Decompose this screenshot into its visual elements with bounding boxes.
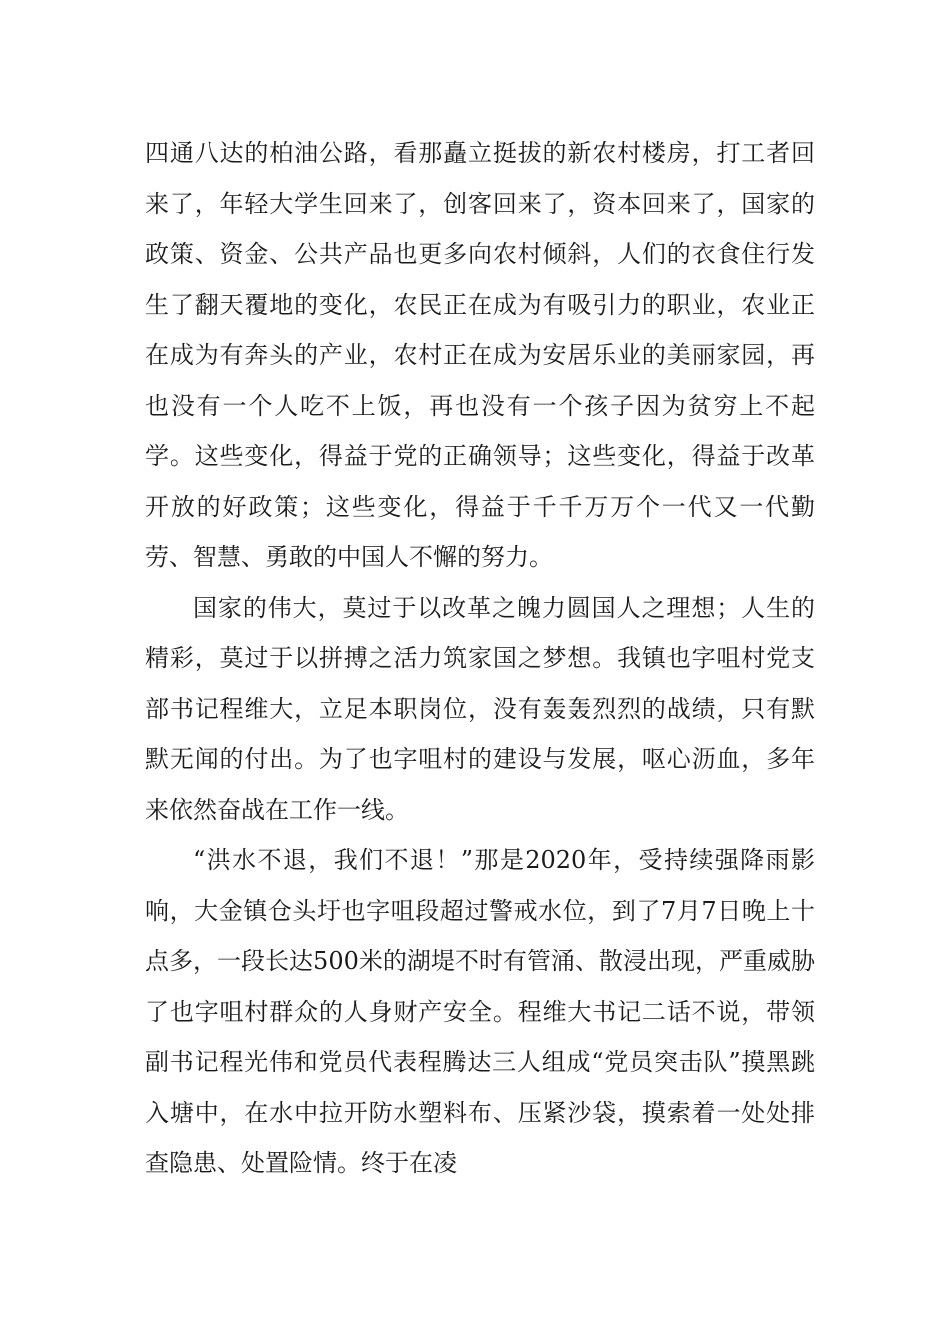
paragraph-2: 国家的伟大，莫过于以改革之魄力圆国人之理想；人生的精彩，莫过于以拼搏之活力筑家国之梦想。我镇也字咀村党支部书记程维大，立足本职岗位，没有轰轰烈烈的战绩，只有默默无闻的付出。为了也字咀村的建设与发展，呕心沥血，多年来依然奋战在工作一线。 [145,593,815,824]
paragraph-1: 四通八达的柏油公路，看那矗立挺拔的新农村楼房，打工者回来了，年轻大学生回来了，创客回来了，资本回来了，国家的政策、资金、公共产品也更多向农村倾斜，人们的衣食住行发生了翻天覆地的变化，农民正在成为有吸引力的职业，农业正在成为有奔头的产业，农村正在成为安居乐业的美丽家园，再也没有一个人吃不上饭，再也没有一个孩子因为贫穷上不起学。这些变化，得益于党的正确领导；这些变化，得益于改革开放的好政策；这些变化，得益于千千万万个一代又一代勤劳、智慧、勇敢的中国人不懈的努力。 [145,139,815,571]
paragraph-3: “洪水不退，我们不退！”那是2020年，受持续强降雨影响，大金镇仓头圩也字咀段超过警戒水位，到了7月7日晚上十点多，一段长达500米的湖堤不时有管涌、散浸出现，严重威胁了也字咀村群众的人身财产安全。程维大书记二话不说，带领副书记程光伟和党员代表程腾达三人组成“党员突击队”摸黑跳入塘中，在水中拉开防水塑料布、压紧沙袋，摸索着一处处排查隐患、处置险情。终于在凌 [145,846,815,1177]
document-body [145,128,815,1189]
